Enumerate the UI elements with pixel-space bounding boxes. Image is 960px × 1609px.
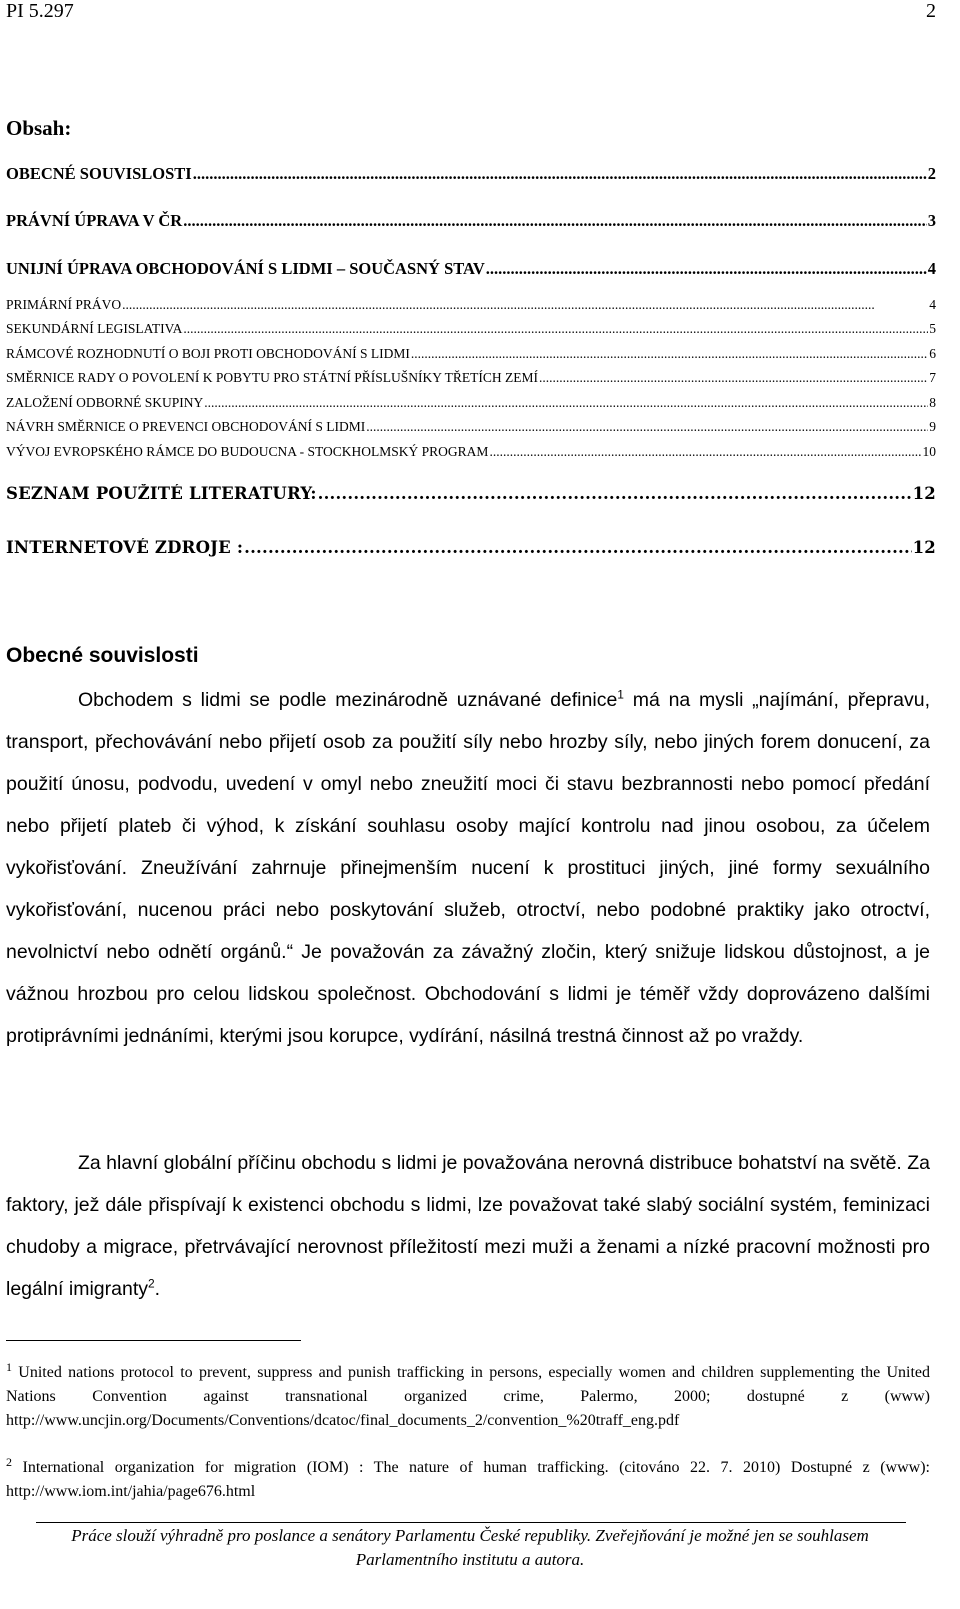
toc-entry[interactable] xyxy=(6,321,936,337)
toc-entry-label: SEKUNDÁRNÍ LEGISLATIVA xyxy=(6,321,183,336)
toc-entry[interactable] xyxy=(6,419,936,435)
section-heading: Obecné souvislosti xyxy=(6,644,199,667)
toc-entry-page: 4 xyxy=(927,259,936,278)
footer-divider xyxy=(36,1522,906,1523)
document-id: PI 5.297 xyxy=(6,0,74,22)
toc-entry-page: 8 xyxy=(929,395,936,410)
page-footer: Práce slouží výhradně pro poslance a senátory Parlamentu České republiky. Zveřejňování je možné jen se souhlasem Parlamentního institutu a autora. xyxy=(71,1526,869,1569)
footnote-divider xyxy=(6,1340,301,1341)
toc-entry[interactable] xyxy=(6,395,936,411)
toc-entry[interactable] xyxy=(6,211,936,231)
body-paragraph: Obchodem s lidmi se podle mezinárodně uznávané definice$^1$ má na mysli „najímání, přepravu, transport, přechovávání nebo přijetí osob za použití síly nebo hrozby síly, nebo jiných forem donucení, za použití únosu, podvodu, uvedení v omyl nebo zneužití moci či stavu bezbrannosti nebo pomocí předání nebo přijetí plateb či výhod, k získání souhlasu osoby mající kontrolu nad jinou osobou, za účelem vykořisťování. Zneužívání zahrnuje přinejmenším nucení k prostituci jiných, jiné formy sexuálního vykořisťování, nucenou práci nebo poskytování služeb, otroctví, nebo podobné praktiky jako otroctví, nevolnictví nebo odnětí orgánů.“ Je považován za závažný zločin, který snižuje lidskou důstojnost, a je vážnou hrozbou pro celou lidskou společnost. Obchodování s lidmi je téměř vždy doprovázeno dalšími protiprávními jednáními, kterými jsou korupce, vydírání, násilná trestná činnost až po vraždy. xyxy=(6,687,930,1047)
footnote-number: 1 xyxy=(6,1360,12,1374)
toc-entry[interactable] xyxy=(6,538,936,557)
page-header xyxy=(6,0,936,26)
toc-entry-page: 7 xyxy=(929,370,936,385)
body-paragraph: Za hlavní globální příčinu obchodu s lidmi je považována nerovná distribuce bohatství na světě. Za faktory, jež dále přispívají k existenci obchodu s lidmi, lze považovat také slabý sociální systém, feminizaci chudoby a migrace, přetrvávající nerovnost příležitostí mezi muži a ženami a nízké pracovní možnosti pro legální imigranty$^2$. xyxy=(6,1152,931,1300)
footnote xyxy=(6,1355,930,1433)
toc-entry-label: PRÁVNÍ ÚPRAVA V ČR xyxy=(6,211,183,230)
toc-entry-page: 6 xyxy=(929,346,936,361)
footnote xyxy=(6,1450,930,1504)
toc-entry[interactable] xyxy=(6,370,936,386)
toc-entry-page: 4 xyxy=(929,297,936,312)
toc-entry-label: SMĚRNICE RADY O POVOLENÍ K POBYTU PRO STÁTNÍ PŘÍSLUŠNÍKY TŘETÍCH ZEMÍ xyxy=(6,370,539,385)
toc-entry[interactable] xyxy=(6,259,936,279)
toc-entry-page: 9 xyxy=(929,419,936,434)
toc-entry-label: OBECNÉ SOUVISLOSTI xyxy=(6,164,192,183)
toc-entry-label: RÁMCOVÉ ROZHODNUTÍ O BOJI PROTI OBCHODOVÁNÍ S LIDMI xyxy=(6,346,410,361)
toc-entry[interactable] xyxy=(6,297,936,313)
toc-entry[interactable] xyxy=(6,346,936,362)
toc-entry[interactable] xyxy=(6,484,936,503)
toc-entry[interactable] xyxy=(6,164,936,184)
footnote-text: International organization for migration (IOM) : The nature of human trafficking. (citováno 22. 7. 2010) Dostupné z (www): http://www.iom.int/jahia/page676.html xyxy=(6,1459,930,1500)
toc-entry-label: PRIMÁRNÍ PRÁVO xyxy=(6,297,122,312)
toc-entry-page: 10 xyxy=(922,444,936,459)
toc-entry-page: 12 xyxy=(912,538,936,557)
toc-entry-page: 2 xyxy=(927,164,936,183)
toc-entry[interactable] xyxy=(6,444,936,460)
toc-entry-label: INTERNETOVÉ ZDROJE : xyxy=(6,538,244,557)
toc-entry-label: SEZNAM POUŽITÉ LITERATURY: xyxy=(6,484,317,503)
footnote-ref[interactable]: 1 xyxy=(617,687,624,702)
toc-title: Obsah: xyxy=(6,116,72,140)
toc-entry-label: NÁVRH SMĚRNICE O PREVENCI OBCHODOVÁNÍ S LIDMI xyxy=(6,419,366,434)
toc-entry-page: 5 xyxy=(929,321,936,336)
footnote-ref[interactable]: 2 xyxy=(147,1276,155,1291)
toc-entry-label: VÝVOJ EVROPSKÉHO RÁMCE DO BUDOUCNA - STOCKHOLMSKÝ PROGRAM xyxy=(6,444,489,459)
toc-entry-page: 3 xyxy=(927,211,936,230)
toc-entry-page: 12 xyxy=(912,484,936,503)
toc-entry-label: ZALOŽENÍ ODBORNÉ SKUPINY xyxy=(6,395,204,410)
page-number: 2 xyxy=(926,0,936,22)
footnote-text: United nations protocol to prevent, suppress and punish trafficking in persons, especially women and children supplementing the United Nations Convention against transnational organized crime, Palermo, 2000; dostupné z (www) http://www.uncjin.org/Documents/Conventions/dcatoc/final_documents_2/convention_%20traff_eng.pdf xyxy=(6,1364,931,1429)
toc-entry-label: UNIJNÍ ÚPRAVA OBCHODOVÁNÍ S LIDMI – SOUČASNÝ STAV xyxy=(6,259,485,278)
footnote-number: 2 xyxy=(6,1455,12,1469)
